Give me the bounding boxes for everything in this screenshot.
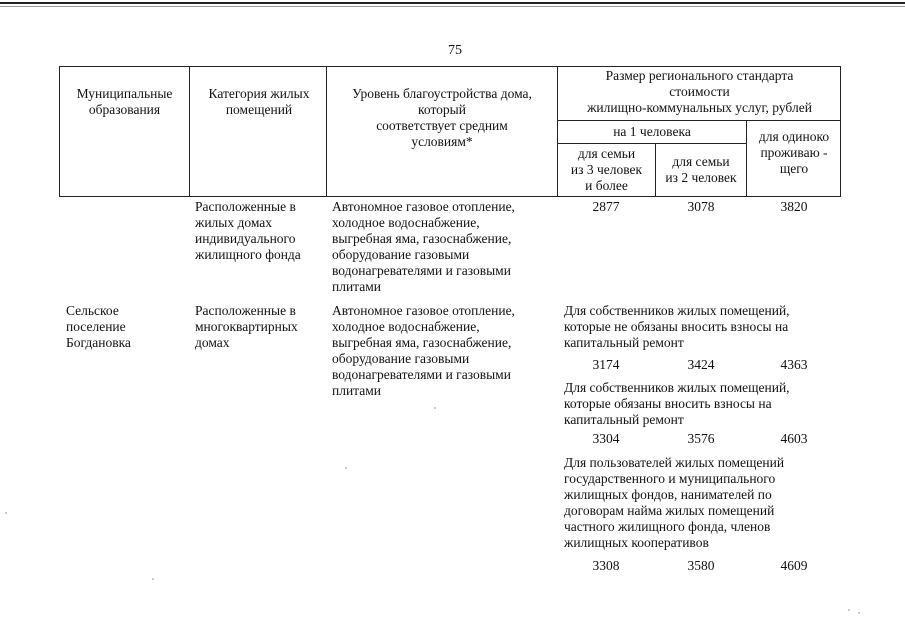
- row1-value-family2: 3078: [687, 199, 715, 214]
- header-divider-2: [326, 66, 327, 197]
- header-family-3: для семьи из 3 человек и более: [570, 146, 643, 193]
- header-divider-1: [189, 66, 190, 197]
- group1-value-family2: 3424: [687, 357, 715, 372]
- header-standard-size: Размер регионального стандарта стоимости жилищно-коммунальных услуг, рублей: [587, 68, 812, 115]
- header-subline-1: [557, 120, 841, 121]
- header-per-person: на 1 человека: [613, 124, 691, 139]
- row2-category: Расположенные в многоквартирных домах: [195, 303, 298, 350]
- group1-value-single: 4363: [780, 357, 808, 372]
- scan-speck: [848, 609, 850, 611]
- row2-municipality: Сельское поселение Богдановка: [66, 303, 131, 350]
- header-level: Уровень благоустройства дома, который соответствует средним условиям*: [352, 86, 532, 149]
- header-category: Категория жилых помещений: [208, 86, 310, 117]
- row2-level: Автономное газовое отопление, холодное водоснабжение, выгребная яма, газоснабжение, оборудование газовыми водонагревателями и газовыми плитами: [332, 303, 515, 398]
- page-number: 75: [448, 43, 462, 58]
- scan-speck: [5, 512, 7, 514]
- scan-top-border: [0, 2, 905, 4]
- group1-value-family3: 3174: [592, 357, 620, 372]
- group2-value-family3: 3304: [592, 431, 620, 446]
- group3-value-family3: 3308: [592, 558, 620, 573]
- group3-value-single: 4609: [780, 558, 808, 573]
- scan-speck: [152, 578, 154, 580]
- header-family-2: для семьи из 2 человек: [665, 154, 737, 185]
- header-municipality: Муниципальные образования: [76, 86, 173, 117]
- scan-speck: [345, 467, 347, 469]
- group3-value-family2: 3580: [687, 558, 715, 573]
- group2-value-family2: 3576: [687, 431, 715, 446]
- scan-speck: [434, 407, 436, 409]
- row1-value-family3: 2877: [592, 199, 620, 214]
- scan-speck: [858, 612, 860, 614]
- group3-label: Для пользователей жилых помещений государственного и муниципального жилищных фондов, нанимателей по договорам найма жилых помещений частного жилищного фонда, членов жилищных кооперативов: [564, 455, 785, 550]
- group2-value-single: 4603: [780, 431, 808, 446]
- row1-level: Автономное газовое отопление, холодное водоснабжение, выгребная яма, газоснабжение, оборудование газовыми водонагревателями и газовыми плитами: [332, 199, 515, 294]
- group1-label: Для собственников жилых помещений, которые не обязаны вносить взносы на капитальный ремонт: [564, 303, 790, 350]
- row1-value-single: 3820: [780, 199, 808, 214]
- header-subline-2: [557, 143, 746, 144]
- row1-category: Расположенные в жилых домах индивидуального жилищного фонда: [195, 199, 301, 262]
- group2-label: Для собственников жилых помещений, которые обязаны вносить взносы на капитальный ремонт: [564, 380, 790, 427]
- scan-top-border-thin: [0, 6, 905, 7]
- header-single: для одиноко проживаю - щего: [758, 129, 830, 176]
